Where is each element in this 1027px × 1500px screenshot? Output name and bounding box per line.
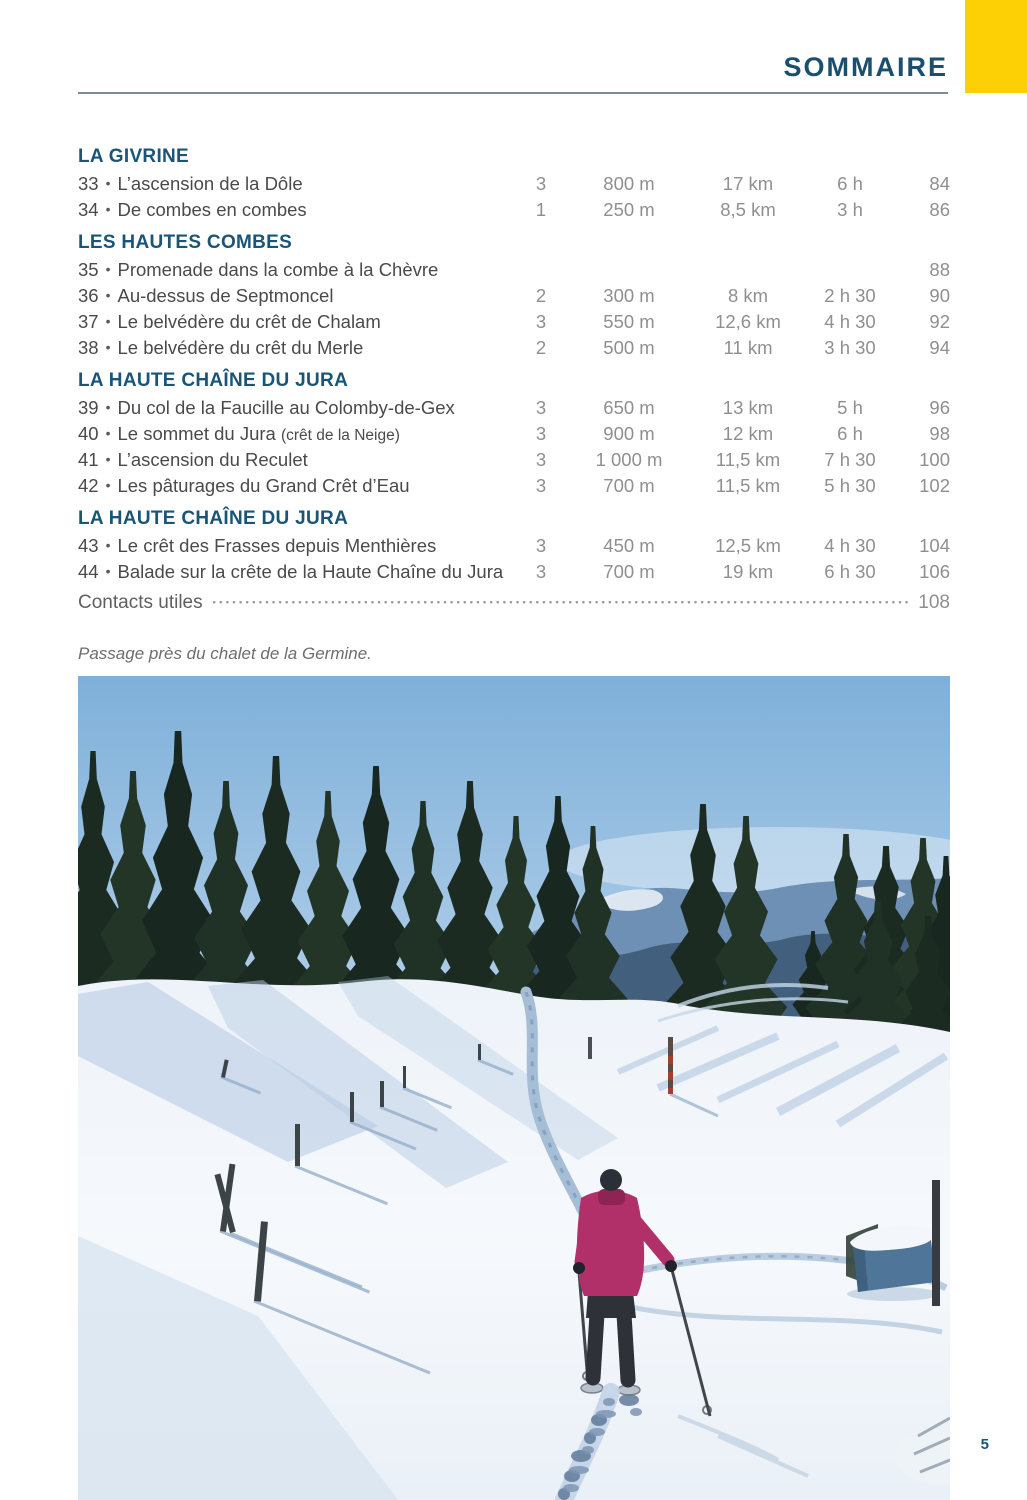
contacts-utiles-page: 108 xyxy=(918,592,950,613)
fence-post xyxy=(295,1124,300,1166)
route-title: Les pâturages du Grand Crêt d’Eau xyxy=(117,475,410,496)
route-number: 37 xyxy=(78,311,99,332)
route-title-cell xyxy=(78,311,518,333)
fence-post xyxy=(403,1066,406,1088)
toc-row xyxy=(78,335,950,361)
route-number: 44 xyxy=(78,561,99,582)
duration-value: 6 h 30 xyxy=(824,561,876,582)
duration-value: 5 h xyxy=(837,397,863,418)
page-title: SOMMAIRE xyxy=(783,52,948,82)
duration-value: 6 h xyxy=(837,423,863,444)
difficulty-value: 2 xyxy=(535,285,547,306)
page-ref: 100 xyxy=(919,449,950,470)
leg-right xyxy=(624,1314,628,1380)
page-ref: 98 xyxy=(929,423,950,444)
bullet-separator: • xyxy=(105,563,111,579)
route-title: Le belvédère du crêt du Merle xyxy=(117,337,364,358)
route-number: 43 xyxy=(78,535,99,556)
route-title: Le belvédère du crêt de Chalam xyxy=(117,311,381,332)
toc-row xyxy=(78,559,950,585)
bullet-separator: • xyxy=(105,175,111,191)
distance-value: 12,6 km xyxy=(715,311,781,332)
elevation-value: 800 m xyxy=(603,173,655,194)
snowshoeing-photo xyxy=(78,676,950,1500)
contacts-utiles-row xyxy=(78,589,950,614)
page-ref: 90 xyxy=(929,285,950,306)
bullet-separator: • xyxy=(105,425,111,441)
toc-row xyxy=(78,473,950,499)
fence-post xyxy=(380,1081,384,1107)
route-number: 42 xyxy=(78,475,99,496)
toc-row xyxy=(78,171,950,197)
difficulty-value: 3 xyxy=(535,397,547,418)
elevation-value: 900 m xyxy=(603,423,655,444)
route-title: Le sommet du Jura xyxy=(117,423,276,444)
elevation-value: 450 m xyxy=(603,535,655,556)
route-title: L’ascension de la Dôle xyxy=(117,173,303,194)
duration-value: 2 h 30 xyxy=(824,285,876,306)
page-ref: 88 xyxy=(929,259,950,280)
duration-value: 5 h 30 xyxy=(824,475,876,496)
elevation-value: 1 000 m xyxy=(595,449,663,470)
header-rule xyxy=(78,92,948,94)
route-number: 39 xyxy=(78,397,99,418)
elevation-value: 650 m xyxy=(603,397,655,418)
bullet-separator: • xyxy=(105,477,111,493)
difficulty-value: 3 xyxy=(535,311,547,332)
toc-row xyxy=(78,257,950,283)
route-number: 40 xyxy=(78,423,99,444)
route-number: 34 xyxy=(78,199,99,220)
duration-value: 7 h 30 xyxy=(824,449,876,470)
footprint xyxy=(630,1408,642,1416)
difficulty-value: 3 xyxy=(535,475,547,496)
route-title-cell xyxy=(78,475,518,497)
difficulty-value: 3 xyxy=(535,423,547,444)
footprint xyxy=(619,1394,639,1406)
arm-left xyxy=(581,1218,587,1262)
difficulty-value: 3 xyxy=(535,449,547,470)
toc-row xyxy=(78,283,950,309)
route-title-cell xyxy=(78,199,518,221)
footprint xyxy=(569,1466,589,1474)
route-title: De combes en combes xyxy=(117,199,307,220)
section-heading: LA GIVRINE xyxy=(78,146,190,167)
bullet-separator: • xyxy=(105,537,111,553)
route-number: 38 xyxy=(78,337,99,358)
difficulty-value: 3 xyxy=(535,535,547,556)
route-title: Le crêt des Frasses depuis Menthières xyxy=(117,535,437,556)
route-number: 41 xyxy=(78,449,99,470)
elevation-value: 500 m xyxy=(603,337,655,358)
bullet-separator: • xyxy=(105,339,111,355)
distance-value: 8 km xyxy=(727,285,769,306)
page-ref: 94 xyxy=(929,337,950,358)
page-ref: 106 xyxy=(919,561,950,582)
dot-leader xyxy=(213,589,911,608)
toc-row xyxy=(78,447,950,473)
distance-value: 17 km xyxy=(722,173,774,194)
photo-caption: Passage près du chalet de la Germine. xyxy=(78,644,372,663)
distance-value: 11 km xyxy=(723,337,773,358)
contacts-utiles-label: Contacts utiles xyxy=(78,592,203,613)
footprint xyxy=(596,1410,616,1418)
difficulty-value: 3 xyxy=(535,561,547,582)
route-title-cell xyxy=(78,259,518,281)
duration-value: 3 h 30 xyxy=(824,337,876,358)
leg-left xyxy=(593,1314,597,1378)
toc-row xyxy=(78,197,950,223)
difficulty-value: 2 xyxy=(535,337,547,358)
table-of-contents xyxy=(78,146,950,585)
route-title: L’ascension du Reculet xyxy=(117,449,308,470)
bullet-separator: • xyxy=(105,313,111,329)
fence-post xyxy=(478,1044,481,1060)
section-heading: LA HAUTE CHAÎNE DU JURA xyxy=(78,508,349,529)
hood xyxy=(598,1189,625,1205)
toc-row xyxy=(78,309,950,335)
page-ref: 104 xyxy=(919,535,950,556)
route-title: Promenade dans la combe à la Chèvre xyxy=(117,259,439,280)
distance-value: 13 km xyxy=(722,397,774,418)
bullet-separator: • xyxy=(105,287,111,303)
difficulty-value: 3 xyxy=(535,173,547,194)
glove-left xyxy=(573,1262,585,1274)
distance-value: 11,5 km xyxy=(715,475,781,496)
route-title-cell xyxy=(78,561,518,583)
route-title-cell xyxy=(78,285,518,307)
glove-right xyxy=(665,1260,677,1272)
toc-row xyxy=(78,395,950,421)
route-title-cell xyxy=(78,535,518,557)
elevation-value: 700 m xyxy=(603,561,655,582)
elevation-value: 250 m xyxy=(603,199,655,220)
page-ref: 92 xyxy=(929,311,950,332)
route-title-cell xyxy=(78,449,518,471)
bullet-separator: • xyxy=(105,201,111,217)
distance-value: 11,5 km xyxy=(715,449,781,470)
section-heading: LA HAUTE CHAÎNE DU JURA xyxy=(78,370,349,391)
footprint xyxy=(603,1398,615,1406)
page-ref: 84 xyxy=(929,173,950,194)
route-title: Du col de la Faucille au Colomby-de-Gex xyxy=(117,397,455,418)
fence-post xyxy=(350,1092,354,1122)
toc-row xyxy=(78,533,950,559)
distance-value: 8,5 km xyxy=(720,199,776,220)
distance-value: 12 km xyxy=(722,423,774,444)
route-title-cell xyxy=(78,173,518,195)
duration-value: 3 h xyxy=(837,199,863,220)
section-heading: LES HAUTES COMBES xyxy=(78,232,293,253)
route-title: Balade sur la crête de la Haute Chaîne du Jura xyxy=(117,561,504,582)
elevation-value: 300 m xyxy=(603,285,655,306)
photo-illustration xyxy=(78,676,950,1500)
duration-value: 6 h xyxy=(837,173,863,194)
route-number: 33 xyxy=(78,173,99,194)
route-number: 36 xyxy=(78,285,99,306)
route-title-cell xyxy=(78,423,518,445)
route-title-cell xyxy=(78,397,518,419)
chapter-color-tab xyxy=(965,0,1027,93)
bullet-separator: • xyxy=(105,261,111,277)
toc-row xyxy=(78,421,950,447)
duration-value: 4 h 30 xyxy=(824,535,876,556)
footprint xyxy=(582,1446,594,1454)
distance-value: 12,5 km xyxy=(715,535,781,556)
page-ref: 102 xyxy=(919,475,950,496)
bullet-separator: • xyxy=(105,451,111,467)
page-ref: 86 xyxy=(929,199,950,220)
page-number: 5 xyxy=(980,1436,989,1453)
beanie xyxy=(600,1169,622,1191)
bullet-separator: • xyxy=(105,399,111,415)
footprint xyxy=(563,1484,579,1492)
route-title: Au-dessus de Septmoncel xyxy=(117,285,334,306)
difficulty-value: 1 xyxy=(535,199,547,220)
route-title-cell xyxy=(78,337,518,359)
route-title-note: (crêt de la Neige) xyxy=(280,427,400,444)
duration-value: 4 h 30 xyxy=(824,311,876,332)
elevation-value: 700 m xyxy=(603,475,655,496)
elevation-value: 550 m xyxy=(603,311,655,332)
footprint xyxy=(589,1428,605,1436)
distance-value: 19 km xyxy=(722,561,774,582)
route-number: 35 xyxy=(78,259,99,280)
page-ref: 96 xyxy=(929,397,950,418)
